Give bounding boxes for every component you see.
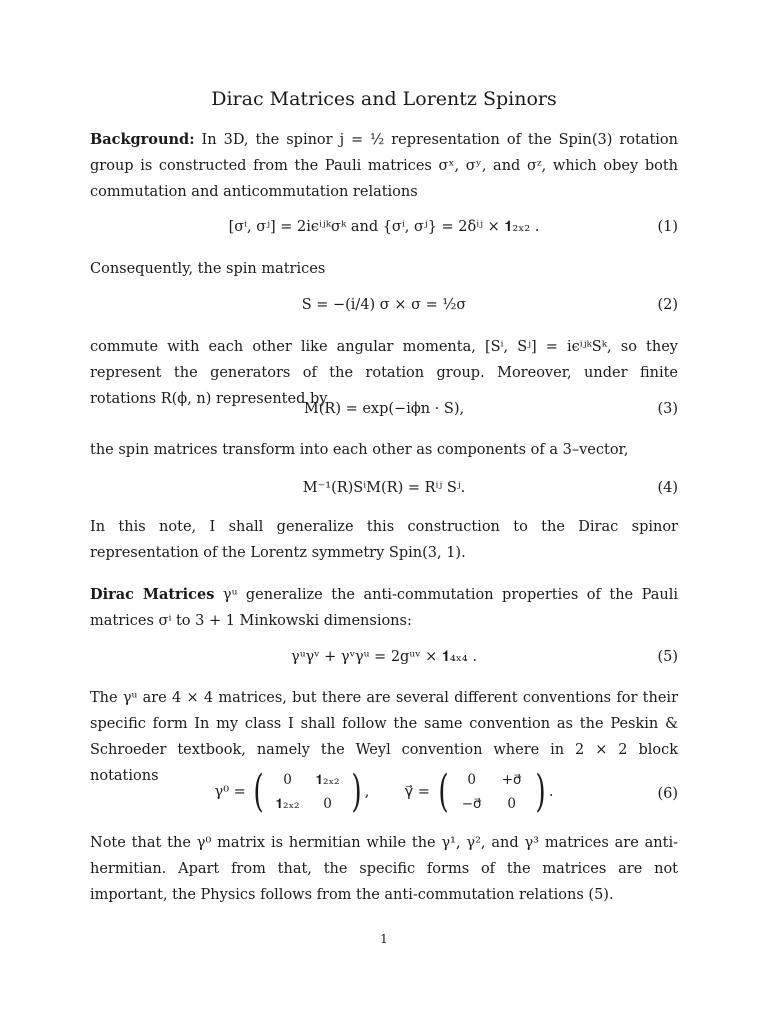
equation-5-number: (5) xyxy=(657,649,678,665)
equation-5-body: γᵘγᵛ + γᵛγᵘ = 2gᵘᵛ × 𝟏₄ₓ₄ . xyxy=(291,649,477,665)
equation-2-body: S = −(i/4) σ × σ = ½σ xyxy=(301,297,467,313)
gamma0-cell: 0 xyxy=(283,772,292,788)
dirac-lead: Dirac Matrices xyxy=(90,586,215,603)
equation-1-body: [σⁱ, σʲ] = 2iϵⁱʲᵏσᵏ and {σⁱ, σʲ} = 2δⁱʲ × 𝟏₂ₓ₂ . xyxy=(228,219,540,235)
paragraph-conventions: The γᵘ are 4 × 4 matrices, but there are several different conventions for their specific form In my class I shall follow the same convention as the Peskin & Schroeder textbook, namely the Weyl convention where in 2 × 2 block notations xyxy=(90,690,678,784)
paragraph-transform: the spin matrices transform into each other as components of a 3–vector, xyxy=(90,442,629,458)
background-text: In 3D, the spinor j = ½ representation of the Spin(3) rotation group is constructed from the Pauli matrices σˣ, σʸ, and σᶻ, which obey both commutation and anticommutation relations xyxy=(90,132,678,200)
right-paren-icon: ) xyxy=(350,766,362,817)
equation-4-number: (4) xyxy=(657,480,678,496)
page-title: Dirac Matrices and Lorentz Spinors xyxy=(211,88,557,110)
gammavec-matrix xyxy=(452,768,532,816)
gammavec-cell: −σ⃗ xyxy=(461,796,482,812)
gamma0-cell: 𝟏₂ₓ₂ xyxy=(315,772,340,788)
dirac-text: γᵘ generalize the anti-commutation properties of the Pauli matrices σⁱ to 3 + 1 Minkowski dimensions: xyxy=(90,587,678,629)
gamma0-label: γ⁰ = xyxy=(214,784,246,800)
gamma0-matrix xyxy=(268,768,348,816)
equation-2-number: (2) xyxy=(657,297,678,313)
equation-6 xyxy=(90,768,678,824)
paragraph-consequently: Consequently, the spin matrices xyxy=(90,261,326,277)
equation-3 xyxy=(90,401,678,431)
equation-4 xyxy=(90,480,678,510)
equation-6-body: γ⁰ = ( 0 𝟏₂ₓ₂ 𝟏₂ₓ₂ 0 ) , γ⃗ = ( 0 +σ⃗ −σ⃗ 0 ) . xyxy=(214,766,554,817)
equation-3-number: (3) xyxy=(657,401,678,417)
left-paren-icon: ( xyxy=(437,766,449,817)
equation-6-number: (6) xyxy=(657,786,678,802)
equation-2 xyxy=(90,297,678,327)
gammavec-label: γ⃗ = xyxy=(404,784,430,800)
equation-3-body: M(R) = exp(−iϕn · S), xyxy=(303,401,465,417)
gammavec-cell: 0 xyxy=(507,796,516,812)
equation-1 xyxy=(90,219,678,249)
equation-1-number: (1) xyxy=(657,219,678,235)
paragraph-hermitian: Note that the γ⁰ matrix is hermitian while the γ¹, γ², and γ³ matrices are anti-hermitian. Apart from that, the specific forms of the matrices are not important, the Physics follows from the anti-commutation relations (5). xyxy=(90,835,678,903)
left-paren-icon: ( xyxy=(253,766,265,817)
paragraph-background xyxy=(90,127,678,205)
gamma0-cell: 𝟏₂ₓ₂ xyxy=(275,796,300,812)
equation-4-body: M⁻¹(R)SⁱM(R) = Rⁱʲ Sʲ. xyxy=(302,480,466,496)
background-lead: Background: xyxy=(90,131,195,148)
paragraph-dirac-matrices xyxy=(90,582,678,634)
gammavec-cell: 0 xyxy=(467,772,476,788)
equation-5 xyxy=(90,649,678,679)
paragraph-commute: commute with each other like angular momenta, [Sⁱ, Sʲ] = iϵⁱʲᵏSᵏ, so they represent the generators of the rotation group. Moreover, under finite rotations R(ϕ, n) represented by xyxy=(90,339,678,407)
gammavec-cell: +σ⃗ xyxy=(501,772,522,788)
right-paren-icon: ) xyxy=(535,766,546,817)
paragraph-generalize: In this note, I shall generalize this construction to the Dirac spinor representation of the Lorentz symmetry Spin(3, 1). xyxy=(90,519,678,561)
page-number: 1 xyxy=(380,932,388,946)
gamma0-cell: 0 xyxy=(323,796,332,812)
